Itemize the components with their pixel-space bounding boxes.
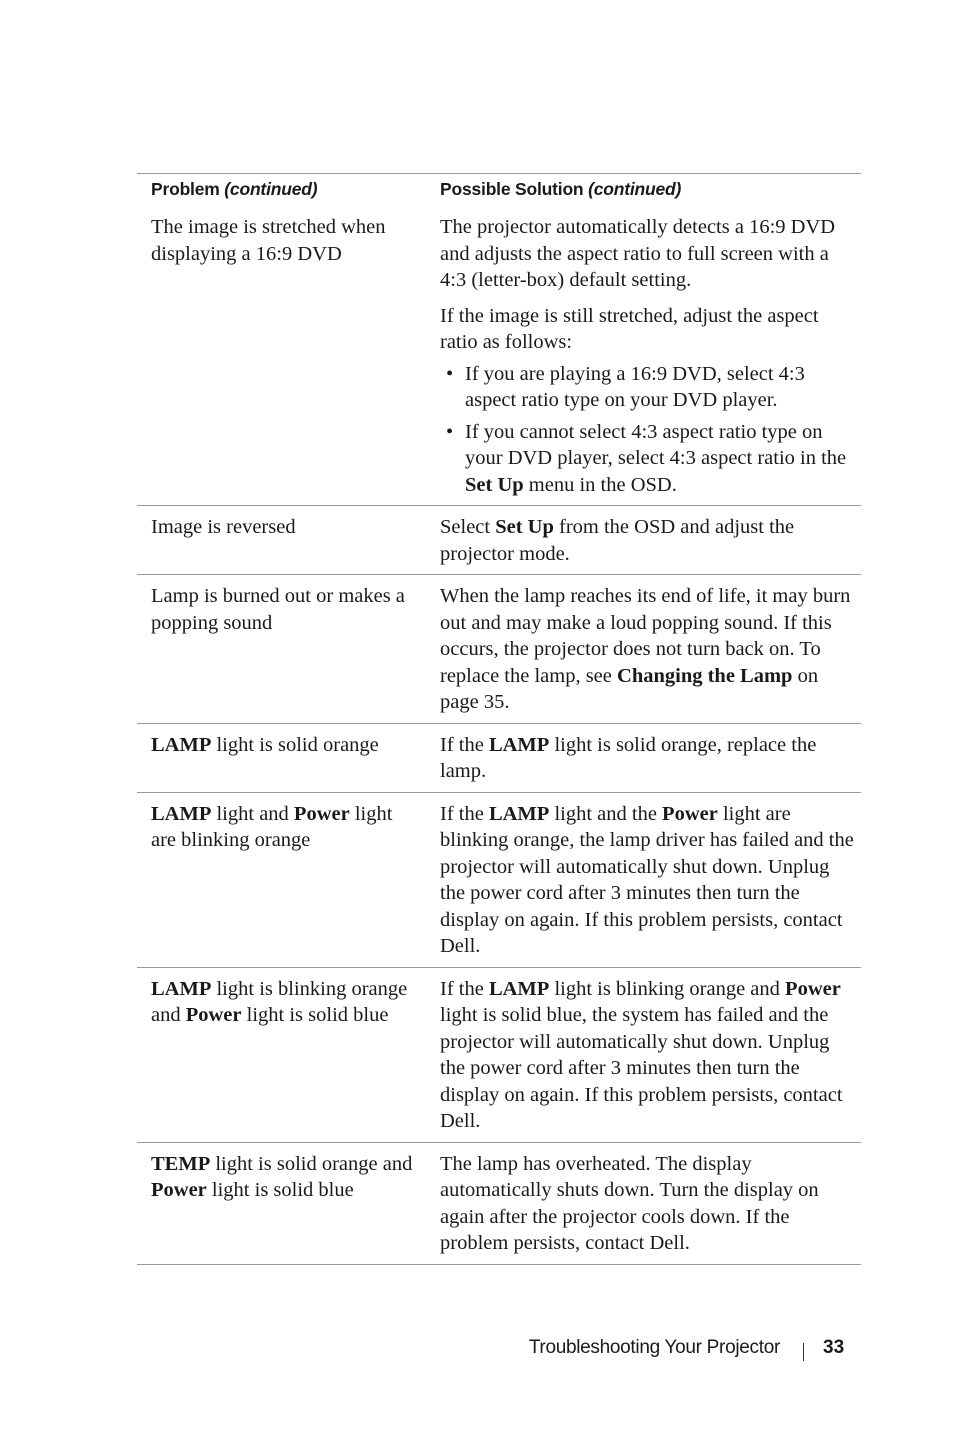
lamp-label: LAMP [488,977,550,1000]
solution-text: light is blinking orange and [549,977,786,1000]
table-header-row [137,174,861,207]
lamp-label: LAMP [151,733,212,756]
problem-header-continued: (continued) [224,179,318,199]
solution-text: If the [440,802,489,825]
table-row [137,506,861,575]
problem-text: The image is stretched when displaying a 16:9 DVD [151,216,386,265]
page-footer [0,1337,954,1367]
bullet-icon: • [446,362,454,385]
problem-cell [137,575,426,724]
power-label: Power [662,802,718,825]
bullet-text: If you are playing a 16:9 DVD, select 4:3 aspect ratio type on your DVD player. [465,362,805,411]
problem-cell [137,206,426,506]
solution-text: The lamp has overheated. The display automatically shuts down. Turn the display on again after the projector cools down. If the problem persists, contact Dell. [440,1152,819,1254]
solution-header-continued: (continued) [588,179,682,199]
troubleshooting-table-wrap [137,173,861,1265]
solution-cell [426,792,861,967]
problem-text: Lamp is burned out or makes a popping sound [151,585,405,634]
solution-text: Select [440,516,496,538]
problem-text: light is solid blue [206,1179,354,1201]
power-label: Power [151,1179,207,1201]
solution-text: light are blinking orange, the lamp driver has failed and the projector will automatically shut down. Unplug the power cord after 3 minutes then turn the display on again. If this problem persists, contact Dell. [440,802,854,957]
problem-text: light are blinking orange [151,802,393,851]
problem-cell [137,506,426,575]
problem-text: light and [211,802,294,825]
table-row [137,1142,861,1264]
solution-cell [426,1142,861,1264]
troubleshooting-table [137,173,861,1265]
solution-header-label: Possible Solution [440,179,584,199]
solution-cell [426,575,861,724]
solution-text: If the [440,977,489,1000]
table-row [137,575,861,724]
solution-cell [426,967,861,1142]
table-row [137,723,861,792]
solution-text: from the OSD and adjust the projector mode. [440,516,795,565]
changing-the-lamp-link[interactable]: Changing the Lamp [617,664,793,687]
solution-text: light is solid blue, the system has failed and the projector will automatically shut down. Unplug the power cord after 3 minutes then turn the display on again. If this problem persists, contact Dell. [440,1004,843,1132]
solution-text: light and the [549,802,663,825]
menu-name-set-up: Set Up [465,473,524,496]
lamp-label: LAMP [151,977,212,1000]
solution-cell [426,206,861,506]
power-label: Power [293,802,350,825]
problem-header-label: Problem [151,179,220,199]
solution-text: light is solid orange, replace the lamp. [440,733,817,782]
power-label: Power [185,1004,242,1026]
solution-paragraph: The projector automatically detects a 16:9 DVD and adjusts the aspect ratio to full screen with a 4:3 (letter-box) default setting. [440,216,836,291]
table-row [137,206,861,506]
solution-paragraph: If the image is still stretched, adjust the aspect ratio as follows: [440,304,819,353]
solution-column-header [426,174,861,207]
menu-name-set-up: Set Up [495,516,554,538]
problem-column-header [137,174,426,207]
footer-chapter-title: Troubleshooting Your Projector [528,1337,780,1358]
table-row [137,792,861,967]
problem-text: light is solid blue [241,1004,389,1026]
lamp-label: LAMP [151,802,212,825]
solution-bullet-list [440,361,855,499]
solution-cell [426,506,861,575]
problem-text: light is blinking orange and [151,977,408,1026]
bullet-text: menu in the OSD. [523,473,677,496]
problem-cell [137,723,426,792]
bullet-text: If you cannot select 4:3 aspect ratio type on your DVD player, select 4:3 aspect ratio in the [465,420,847,469]
temp-label: TEMP [151,1152,211,1175]
solution-text: If the [440,733,489,756]
table-row [137,967,861,1142]
problem-cell [137,967,426,1142]
lamp-label: LAMP [488,802,550,825]
bullet-icon: • [446,420,454,443]
lamp-label: LAMP [488,733,550,756]
solution-text: When the lamp reaches its end of life, it may burn out and may make a loud popping sound. If this occurs, the projector does not turn back on. To replace the lamp, see [440,585,851,687]
footer-divider [803,1343,804,1361]
page-number: 33 [823,1337,845,1358]
solution-text: on page 35. [440,664,819,713]
problem-cell [137,792,426,967]
power-label: Power [785,977,841,1000]
problem-cell [137,1142,426,1264]
problem-text: light is solid orange and [210,1152,413,1175]
solution-cell [426,723,861,792]
problem-text: light is solid orange [211,733,379,756]
list-item [440,419,855,499]
list-item [440,361,855,414]
problem-text: Image is reversed [151,516,296,538]
